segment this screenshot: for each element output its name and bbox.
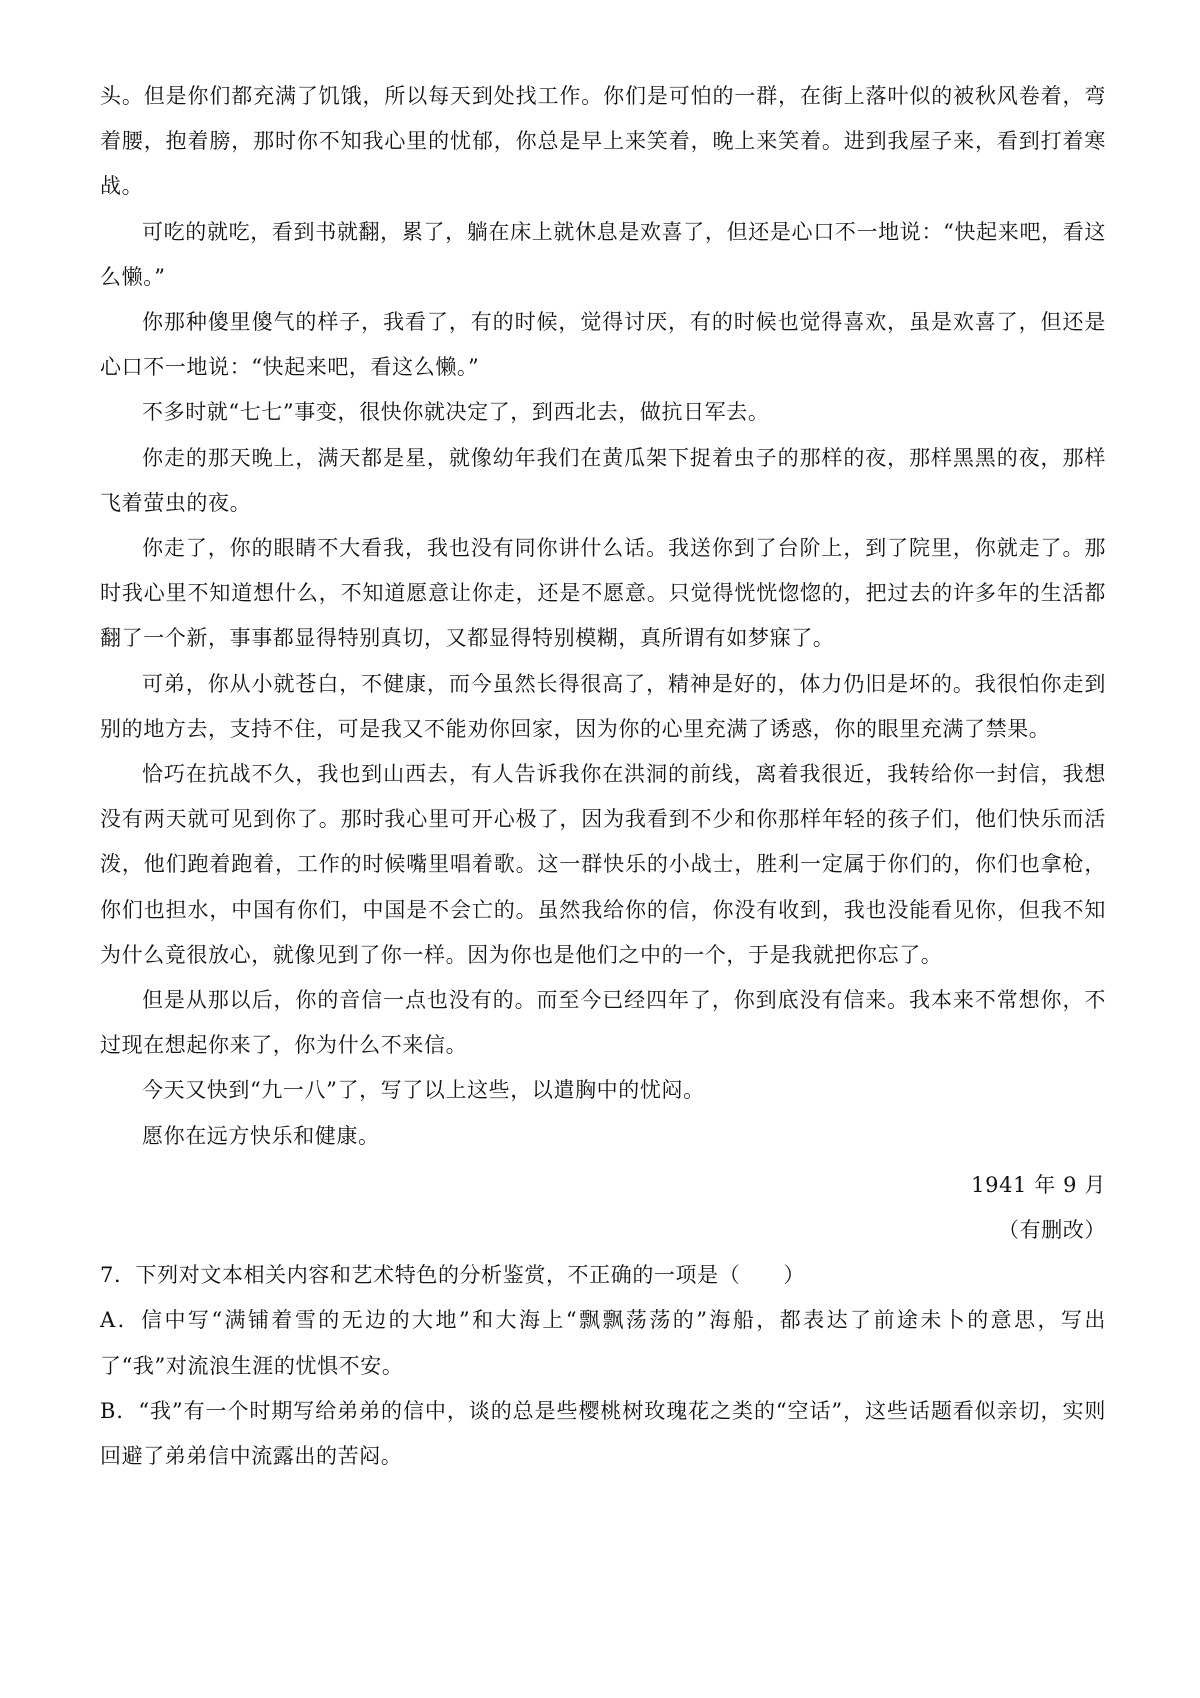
passage-paragraph: 可弟，你从小就苍白，不健康，而今虽然长得很高了，精神是好的，体力仍旧是坏的。我很怕你走到别的地方去，支持不住，可是我又不能劝你回家，因为你的心里充满了诱惑，你的眼里充满了禁果。 xyxy=(100,671,1106,741)
question-option-b xyxy=(100,1389,1106,1479)
passage-paragraph: 头。但是你们都充满了饥饿，所以每天到处找工作。你们是可怕的一群，在街上落叶似的被秋风卷着，弯着腰，抱着膀，那时你不知我心里的忧郁，你总是早上来笑着，晚上来笑着。进到我屋子来，看到打着寒战。 xyxy=(100,84,1106,199)
passage-paragraph: 恰巧在抗战不久，我也到山西去，有人告诉我你在洪洞的前线，离着我很近，我转给你一封信，我想没有两天就可见到你了。那时我心里可开心极了，因为我看到不少和你那样年轻的孩子们，他们快乐而活泼，他们跑着跑着，工作的时候嘴里唱着歌。这一群快乐的小战士，胜利一定属于你们的，你们也拿枪，你们也担水，中国有你们，中国是不会亡的。虽然我给你的信，你没有收到，我也没能看见你，但我不知为什么竟很放心，就像见到了你一样。因为你也是他们之中的一个，于是我就把你忘了。 xyxy=(100,762,1106,967)
question-stem: 7．下列对文本相关内容和艺术特色的分析鉴赏，不正确的一项是（ ） xyxy=(100,1263,806,1288)
question-option-a xyxy=(100,1298,1106,1388)
passage-paragraph: 今天又快到“九一八”了，写了以上这些，以遣胸中的忧闷。 xyxy=(142,1078,705,1103)
passage-paragraph: 愿你在远方快乐和健康。 xyxy=(142,1123,380,1148)
letter-date: 1941 年 9 月 xyxy=(971,1172,1106,1197)
edit-note: （有删改） xyxy=(998,1218,1106,1243)
passage-paragraph: 你走了，你的眼睛不大看我，我也没有同你讲什么话。我送你到了台阶上，到了院里，你就走了。那时我心里不知道想什么，不知道愿意让你走，还是不愿意。只觉得恍恍惚惚的，把过去的许多年的生活都翻了一个新，事事都显得特别真切，又都显得特别模糊，真所谓有如梦寐了。 xyxy=(100,536,1106,651)
passage-paragraph: 不多时就“七七”事变，很快你就决定了，到西北去，做抗日军去。 xyxy=(142,400,770,425)
passage-paragraph: 你走的那天晚上，满天都是星，就像幼年我们在黄瓜架下捉着虫子的那样的夜，那样黑黑的夜，那样飞着萤虫的夜。 xyxy=(100,445,1106,515)
passage-paragraph: 可吃的就吃，看到书就翻，累了，躺在床上就休息是欢喜了，但还是心口不一地说：“快起来吧，看这么懒。” xyxy=(100,219,1106,289)
passage-paragraph: 你那种傻里傻气的样子，我看了，有的时候，觉得讨厌，有的时候也觉得喜欢，虽是欢喜了，但还是心口不一地说：“快起来吧，看这么懒。” xyxy=(100,310,1106,380)
document-page xyxy=(100,74,1106,1479)
option-letter: B． xyxy=(100,1398,139,1423)
option-letter: A． xyxy=(100,1308,142,1333)
option-text: “我”有一个时期写给弟弟的信中，谈的总是些樱桃树玫瑰花之类的“空话”，这些话题看似亲切，实则回避了弟弟信中流露出的苦闷。 xyxy=(100,1398,1106,1469)
option-text: 信中写“满铺着雪的无边的大地”和大海上“飘飘荡荡的”海船，都表达了前途未卜的意思，写出了“我”对流浪生涯的忧惧不安。 xyxy=(100,1308,1106,1378)
passage-paragraph: 但是从那以后，你的音信一点也没有的。而至今已经四年了，你到底没有信来。我本来不常想你，不过现在想起你来了，你为什么不来信。 xyxy=(100,988,1106,1058)
